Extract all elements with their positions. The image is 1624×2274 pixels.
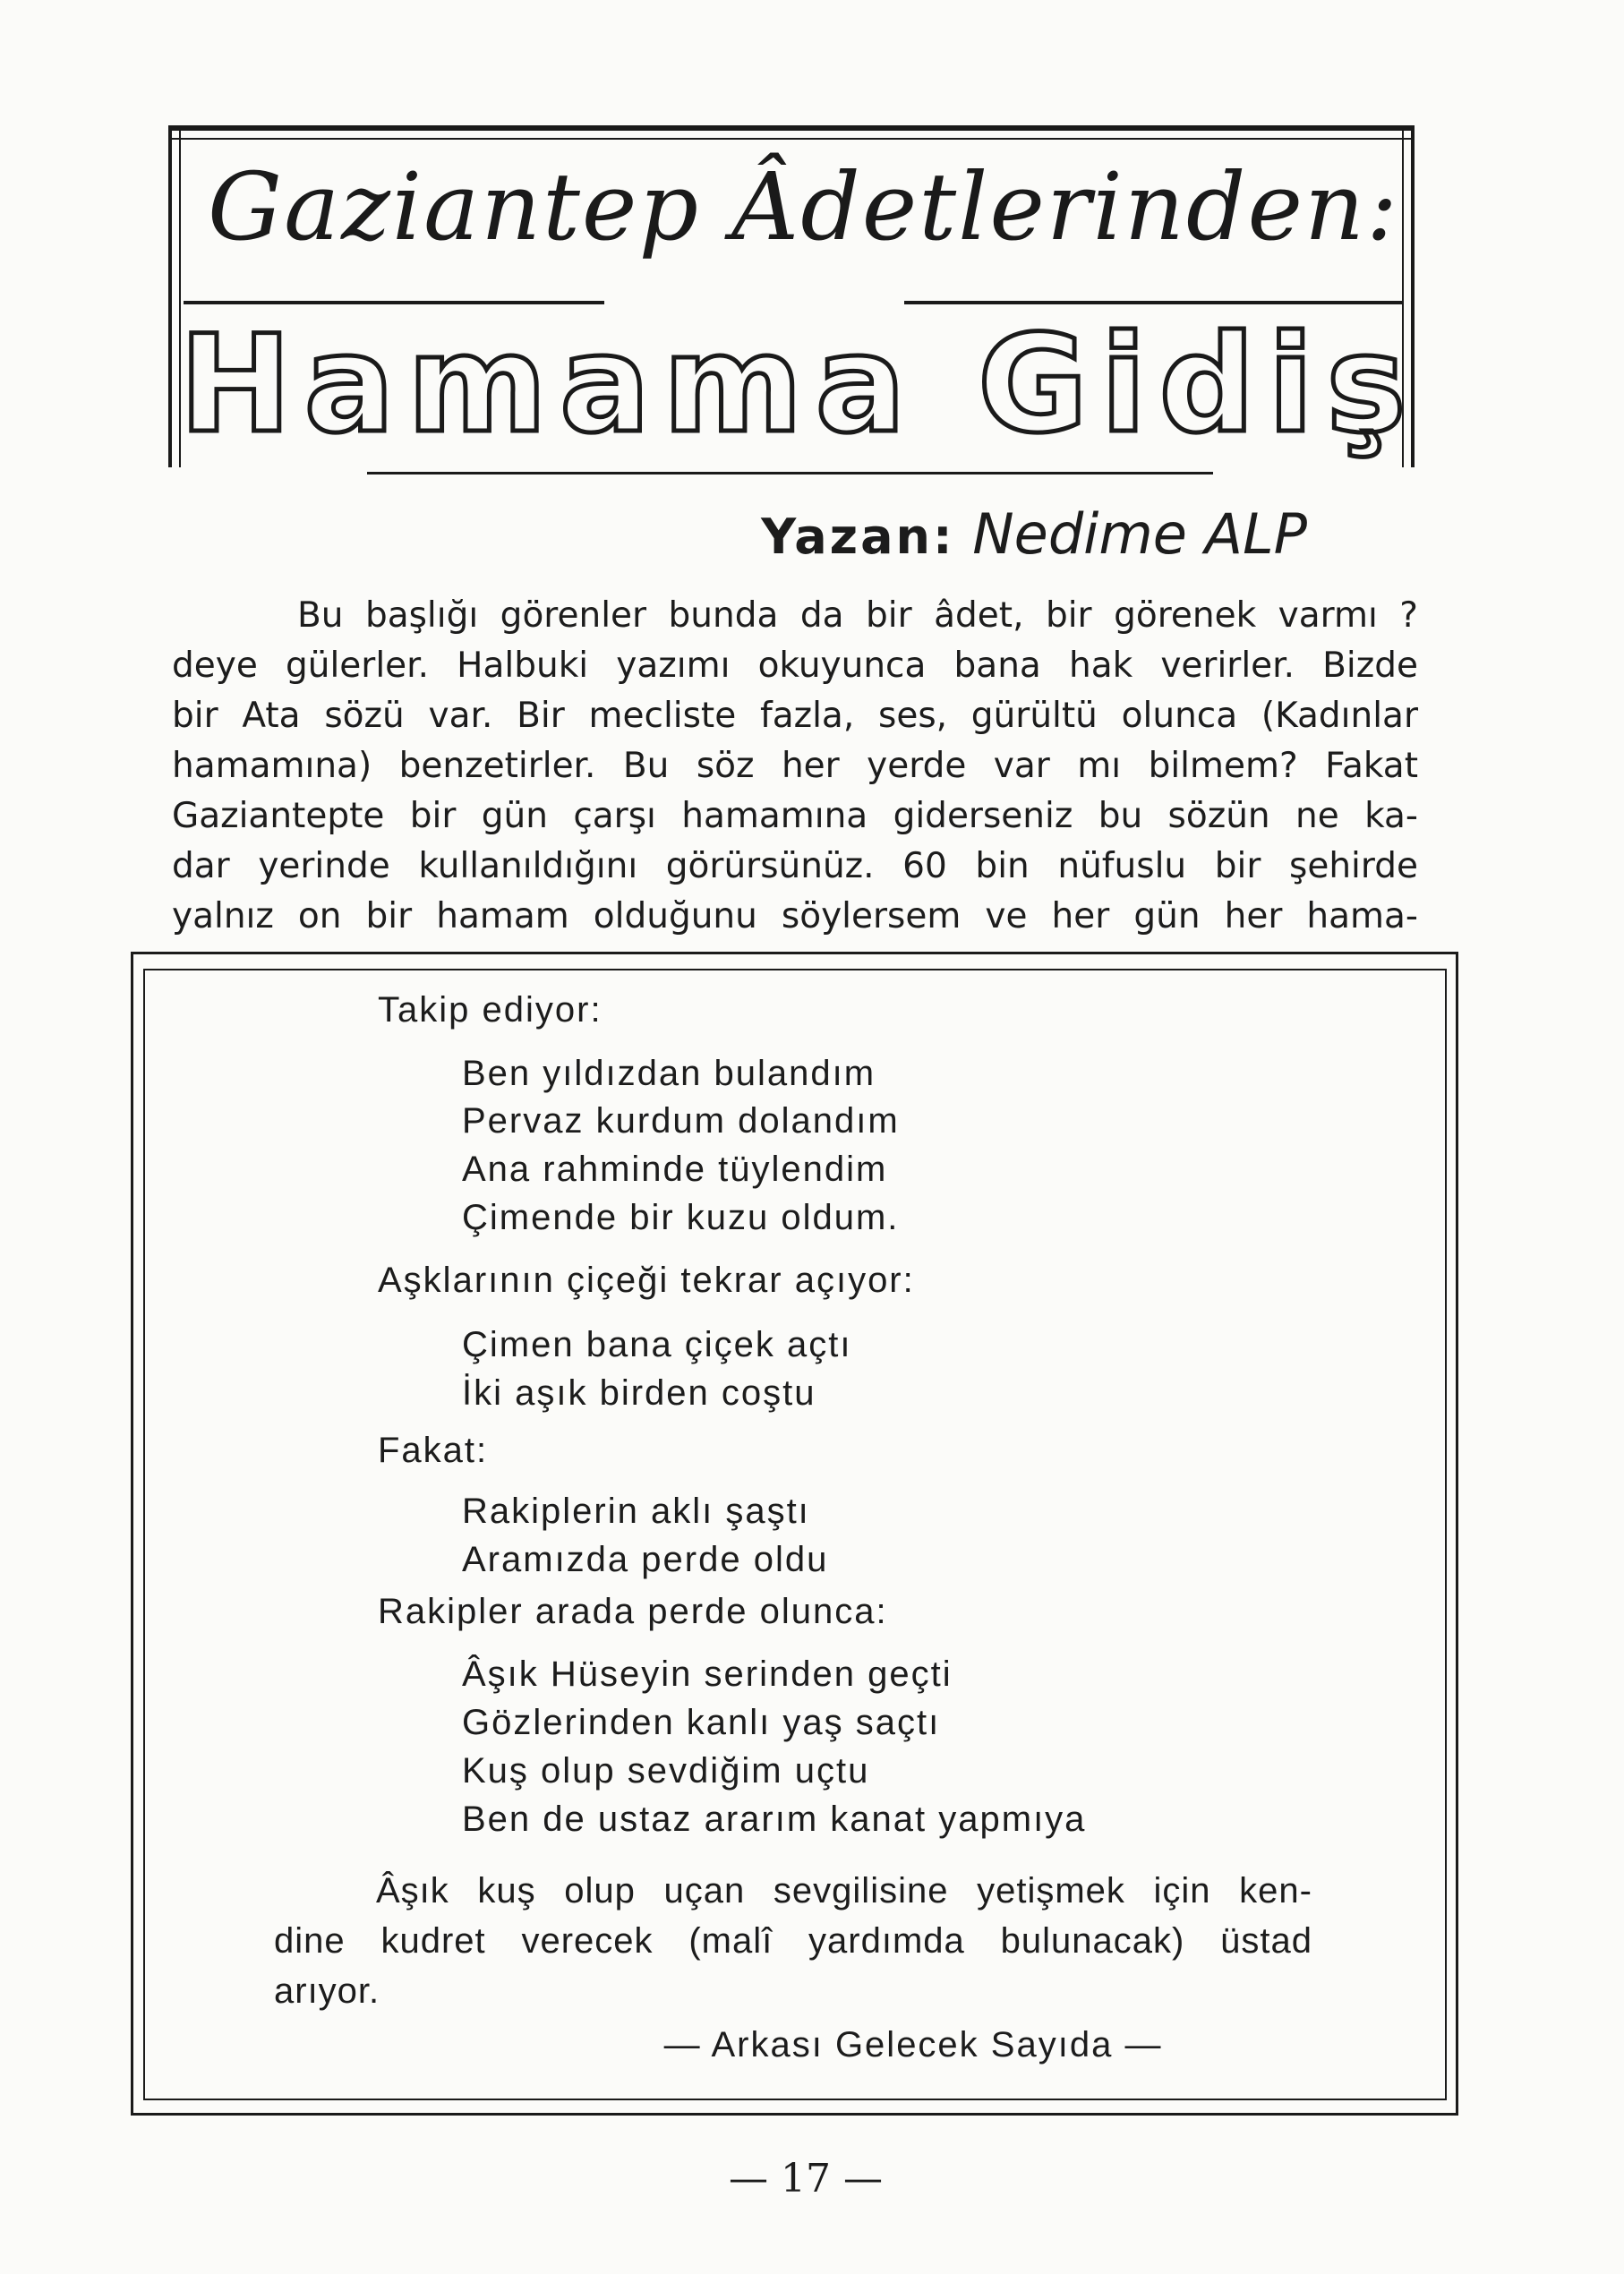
box-verse-line: Aramızda perde oldu: [462, 1540, 829, 1579]
title-frame-left-rule: [168, 125, 172, 467]
box-line: Fakat:: [378, 1431, 489, 1470]
box-line: Rakipler arada perde olunca:: [378, 1592, 888, 1631]
box-right-rule: [1456, 952, 1458, 2116]
intro-line: hamamına) benzetirler. Bu söz her yerde var mı bilmem? Fakat: [172, 746, 1418, 786]
intro-line: yalnız on bir hamam olduğunu söylersem ve her gün her hama-: [172, 896, 1418, 936]
title-frame-top-rule: [170, 125, 1415, 131]
intro-line: bir Ata sözü var. Bir mecliste fazla, ses, gürültü olunca (Kadınlar: [172, 696, 1418, 736]
intro-paragraph: [172, 591, 1418, 942]
intro-line: dar yerinde kullanıldığını görürsünüz. 60 bin nüfuslu bir şehirde: [172, 846, 1418, 886]
box-verse-line: Kuş olup sevdiğim uçtu: [462, 1751, 870, 1791]
box-right-rule-inner: [1445, 969, 1447, 2099]
title-divider-right: [904, 301, 1402, 304]
box-left-rule: [131, 952, 133, 2116]
intro-line: Bu başlığı görenler bunda da bir âdet, bir görenek varmı ?: [297, 595, 1418, 636]
box-line: Takip ediyor:: [378, 990, 603, 1030]
byline-label: Yazan:: [761, 509, 955, 565]
title-underline: [367, 472, 1213, 474]
page-title: Hamama Gidiş: [179, 307, 1419, 463]
box-verse-line: Ben yıldızdan bulandım: [462, 1054, 876, 1093]
box-top-rule: [132, 952, 1457, 954]
closing-line: arıyor.: [274, 1971, 380, 2011]
page-number: — 17 —: [729, 2156, 883, 2201]
closing-line: Âşık kuş olup uçan sevgilisine yetişmek için ken-: [376, 1871, 1312, 1911]
box-verse-line: Gözlerinden kanlı yaş saçtı: [462, 1703, 941, 1742]
box-verse-line: Ana rahminde tüylendim: [462, 1150, 888, 1189]
intro-line: deye gülerler. Halbuki yazımı okuyunca bana hak verirler. Bizde: [172, 645, 1418, 686]
byline-author: Nedime ALP: [972, 501, 1307, 567]
box-verse-line: Çimen bana çiçek açtı: [462, 1325, 852, 1364]
overline-title: Gaziantep Âdetlerinden:: [208, 152, 1400, 261]
box-verse-line: İki aşık birden coştu: [462, 1373, 816, 1413]
box-left-rule-inner: [143, 969, 145, 2099]
box-closing-paragraph: [274, 1866, 1312, 2016]
closing-line: dine kudret verecek (malî yardımda bulunacak) üstad: [274, 1921, 1312, 1961]
title-frame-top-rule-thin: [170, 138, 1415, 140]
box-verse-line: Rakiplerin aklı şaştı: [462, 1492, 810, 1531]
box-verse-line: Pervaz kurdum dolandım: [462, 1101, 900, 1141]
box-bottom-rule-inner: [143, 2099, 1447, 2100]
title-divider-left: [184, 301, 604, 304]
box-verse-line: Âşık Hüseyin serinden geçti: [462, 1654, 953, 1694]
box-verse-line: Ben de ustaz ararım kanat yapmıya: [462, 1800, 1087, 1839]
box-verse-line: Çimende bir kuzu oldum.: [462, 1198, 900, 1237]
intro-line: Gaziantepte bir gün çarşı hamamına giderseniz bu sözün ne ka-: [172, 796, 1418, 836]
byline: [627, 501, 1307, 567]
box-top-rule-inner: [143, 969, 1447, 970]
box-bottom-rule: [131, 2113, 1458, 2116]
continued-notice: — Arkası Gelecek Sayıda —: [663, 2025, 1163, 2065]
box-line: Aşklarının çiçeği tekrar açıyor:: [378, 1261, 915, 1300]
